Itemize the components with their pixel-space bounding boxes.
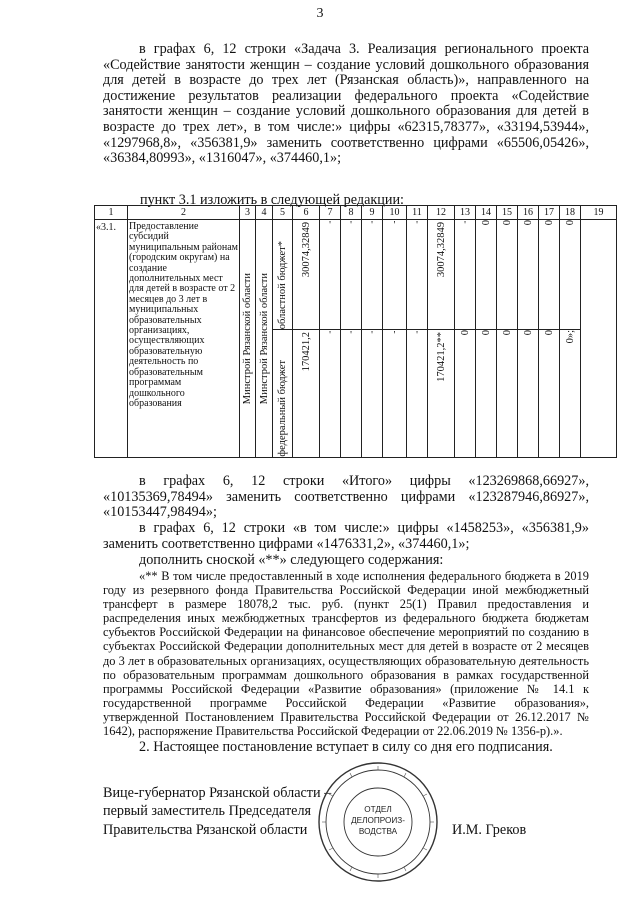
col-header: 16 bbox=[518, 206, 539, 220]
col-header: 5 bbox=[273, 206, 293, 220]
paragraph-amend-including: в графах 6, 12 строки «в том числе:» цифры «1458253», «356381,9» заменить соответственно цифрами «1476331,2», «374460,1»; bbox=[103, 520, 589, 552]
budget-table bbox=[94, 205, 617, 458]
col-header: 1 bbox=[95, 206, 128, 220]
cell-c9: ' bbox=[362, 330, 383, 458]
cell-c12: 30074,32849 bbox=[428, 220, 455, 330]
cell-c13: 0 bbox=[455, 330, 476, 458]
col-header: 4 bbox=[256, 206, 273, 220]
cell-c16: 0 bbox=[518, 330, 539, 458]
col-header: 19 bbox=[581, 206, 617, 220]
cell-c14: 0 bbox=[476, 220, 497, 330]
office-stamp-icon bbox=[316, 760, 440, 884]
cell-c13: ' bbox=[455, 220, 476, 330]
cell-c8: ' bbox=[341, 220, 362, 330]
cell-c11: ' bbox=[407, 220, 428, 330]
col-header: 13 bbox=[455, 206, 476, 220]
col-header: 17 bbox=[539, 206, 560, 220]
cell-c19 bbox=[581, 220, 617, 458]
paragraph-effective: 2. Настоящее постановление вступает в силу со дня его подписания. bbox=[139, 739, 553, 755]
col-header: 2 bbox=[128, 206, 240, 220]
signature-title-line2: первый заместитель Председателя bbox=[103, 803, 312, 819]
paragraph-add-footnote: дополнить сноской «**» следующего содержания: bbox=[139, 552, 444, 568]
col-header: 18 bbox=[560, 206, 581, 220]
paragraph-amend-task3: в графах 6, 12 строки «Задача 3. Реализация регионального проекта «Содействие занятости женщин – создание условий дошкольного образования для детей в возрасте до трех лет (Рязанская область)», направленного на достижение результатов реализации федерального проекта «Содействие занятости женщин – создание условий дошкольного образования для детей в возрасте до трех лет», в том числе:» цифры «62315,78377», «33194,53944», «1297968,8», «356381,9» заменить соответственно цифрами «65506,05426», «36384,80993», «1316047», «374460,1»; bbox=[103, 41, 589, 167]
col-header: 11 bbox=[407, 206, 428, 220]
col-header: 6 bbox=[293, 206, 320, 220]
row-number: «3.1. bbox=[95, 220, 128, 458]
col-header: 10 bbox=[383, 206, 407, 220]
responsible-col3: Минстрой Рязанской области bbox=[240, 220, 256, 458]
cell-c9: ' bbox=[362, 220, 383, 330]
row-description: Предоставление субсидий муниципальным районам (городским округам) на создание дополнительных мест для детей в возрасте от 2 месяцев до 3 лет в муниципальных образовательных организациях, осуществляющих образовательную деятельность по образовательным программам дошкольного образования bbox=[128, 220, 240, 458]
table-caption: пункт 3.1 изложить в следующей редакции: bbox=[140, 192, 404, 208]
cell-c18: 0 bbox=[560, 220, 581, 330]
cell-c10: ' bbox=[383, 330, 407, 458]
stamp-line3: ВОДСТВА bbox=[358, 827, 398, 836]
cell-c18: 0»; bbox=[560, 330, 581, 458]
cell-c6: 30074,32849 bbox=[293, 220, 320, 330]
col-header: 14 bbox=[476, 206, 497, 220]
cell-c7: ' bbox=[320, 220, 341, 330]
cell-c17: 0 bbox=[539, 220, 560, 330]
page-number: 3 bbox=[316, 6, 324, 21]
cell-c16: 0 bbox=[518, 220, 539, 330]
table-header-row bbox=[95, 206, 617, 220]
cell-c12: 170421,2** bbox=[428, 330, 455, 458]
signature-title-line1: Вице-губернатор Рязанской области – bbox=[103, 785, 332, 801]
footnote-text: «** В том числе предоставленный в ходе исполнения федерального бюджета в 2019 году из резервного фонда Правительства Российской Федерации иной межбюджетный трансферт в размере 18078,2 тыс. руб. (пункт 25(1) Правил предоставления и распределения иных межбюджетных трансфертов из федерального бюджета бюджетам субъектов Российской Федерации на финансовое обеспечение мероприятий по созданию в субъектах Российской Федерации дополнительных мест для детей в возрасте от 2 месяцев до 3 лет в образовательных организациях, осуществляющих образовательную деятельность по образовательным программам дошкольного образования в рамках государственной программы Российской Федерации «Развитие образования» (приложение № 14.1 к государственной программе Российской Федерации «Развитие образования», утвержденной Постановлением Правительства Российской Федерации от 26.12.2017 № 1642), распоряжение Правительства Российской Федерации от 22.06.2019 № 1356-р).». bbox=[103, 569, 589, 739]
cell-c10: ' bbox=[383, 220, 407, 330]
cell-c15: 0 bbox=[497, 220, 518, 330]
funding-source: федеральный бюджет bbox=[273, 330, 293, 458]
stamp-line2: ДЕЛОПРОИЗ- bbox=[351, 816, 405, 825]
cell-c17: 0 bbox=[539, 330, 560, 458]
col-header: 15 bbox=[497, 206, 518, 220]
col-header: 3 bbox=[240, 206, 256, 220]
col-header: 9 bbox=[362, 206, 383, 220]
cell-c15: 0 bbox=[497, 330, 518, 458]
paragraph-amend-total: в графах 6, 12 строки «Итого» цифры «123269868,66927», «10135369,78494» заменить соответственно цифрами «123287946,86927», «10153447,98494»; bbox=[103, 473, 589, 521]
col-header: 12 bbox=[428, 206, 455, 220]
signatory-name: И.М. Греков bbox=[452, 822, 527, 838]
funding-source: областной бюджет* bbox=[273, 220, 293, 330]
col-header: 7 bbox=[320, 206, 341, 220]
cell-c7: ' bbox=[320, 330, 341, 458]
col-header: 8 bbox=[341, 206, 362, 220]
cell-c14: 0 bbox=[476, 330, 497, 458]
stamp-line1: ОТДЕЛ bbox=[364, 805, 392, 814]
cell-c11: ' bbox=[407, 330, 428, 458]
responsible-col4: Минстрой Рязанской области bbox=[256, 220, 273, 458]
signature-title-line3: Правительства Рязанской области bbox=[103, 822, 308, 838]
cell-c6: 170421,2 bbox=[293, 330, 320, 458]
table-row-regional bbox=[95, 220, 617, 330]
cell-c8: ' bbox=[341, 330, 362, 458]
